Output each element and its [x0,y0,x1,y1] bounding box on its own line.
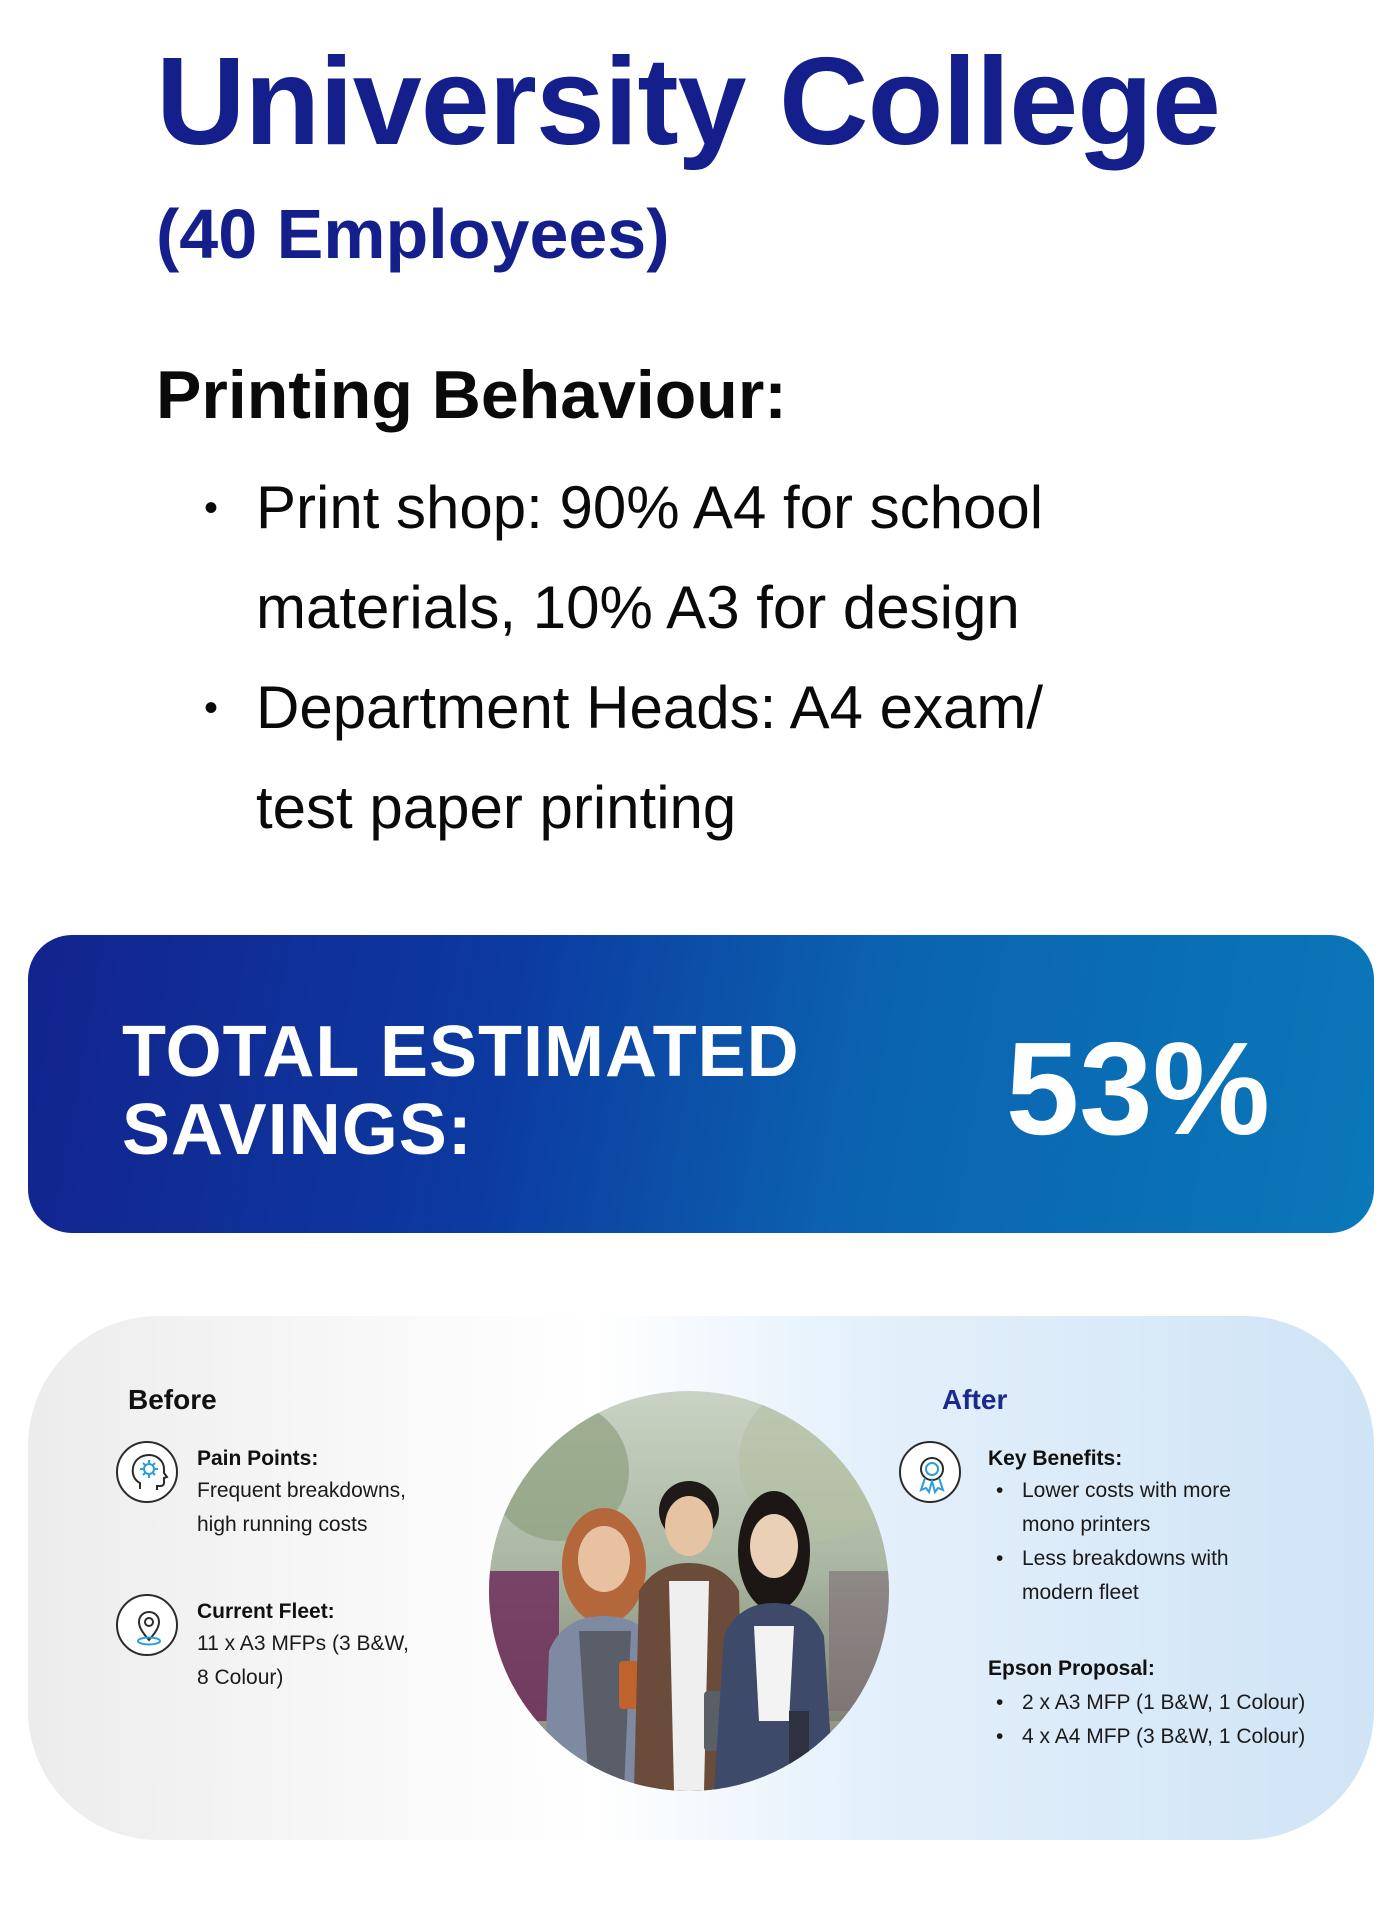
list-item [988,1542,1231,1610]
before-heading: Before [128,1384,217,1415]
bullet-icon: • [996,1691,1004,1714]
page-title: University College [156,33,1220,171]
list-item-line: Print shop: 90% A4 for school [256,474,1044,541]
current-fleet-text [197,1627,409,1695]
current-fleet-line: 11 x A3 MFPs (3 B&W, [197,1632,410,1655]
pain-points-line: Frequent breakdowns, [197,1479,406,1502]
page-subtitle: (40 Employees) [156,195,670,273]
pain-points-text [197,1474,406,1542]
list-item [196,458,1196,658]
list-item-line: materials, 10% A3 for design [256,574,1020,641]
savings-label [122,1013,800,1169]
savings-value: 53% [1005,1015,1270,1162]
pain-points-title: Pain Points: [197,1447,319,1470]
list-item-line: 4 x A4 MFP (3 B&W, 1 Colour) [1022,1725,1306,1748]
printing-behaviour-list [196,458,1196,858]
students-photo [489,1391,889,1791]
list-item-line: modern fleet [1022,1581,1139,1604]
list-item-line: Less breakdowns with [1022,1547,1229,1570]
epson-proposal-list [988,1686,1305,1754]
list-item-line: test paper printing [256,774,737,841]
pain-points-line: high running costs [197,1513,368,1536]
head-gear-icon [116,1441,178,1503]
list-item-line: Lower costs with more [1022,1479,1231,1502]
key-benefits-title: Key Benefits: [988,1447,1123,1470]
before-after-panel [28,1316,1374,1840]
printing-behaviour-heading: Printing Behaviour: [156,357,787,433]
current-fleet-line: 8 Colour) [197,1666,284,1689]
location-pin-icon [116,1594,178,1656]
list-item-line: mono printers [1022,1513,1151,1536]
epson-proposal-title: Epson Proposal: [988,1657,1155,1680]
list-item [988,1686,1305,1720]
savings-banner [28,935,1374,1233]
bullet-icon: • [996,1547,1004,1570]
current-fleet-title: Current Fleet: [197,1600,335,1623]
list-item [988,1474,1231,1542]
key-benefits-list [988,1474,1231,1610]
bullet-icon: • [203,486,218,530]
bullet-icon: • [996,1479,1004,1502]
bullet-icon: • [203,686,218,730]
list-item [196,658,1196,858]
savings-label-line: TOTAL ESTIMATED [122,1012,800,1092]
after-heading: After [942,1384,1008,1415]
list-item [988,1720,1305,1754]
bullet-icon: • [996,1725,1004,1748]
students-photo-illustration [489,1391,889,1791]
list-item-line: Department Heads: A4 exam/ [256,674,1044,741]
list-item-line: 2 x A3 MFP (1 B&W, 1 Colour) [1022,1691,1306,1714]
savings-label-line: SAVINGS: [122,1090,473,1170]
award-ribbon-icon [899,1441,961,1503]
